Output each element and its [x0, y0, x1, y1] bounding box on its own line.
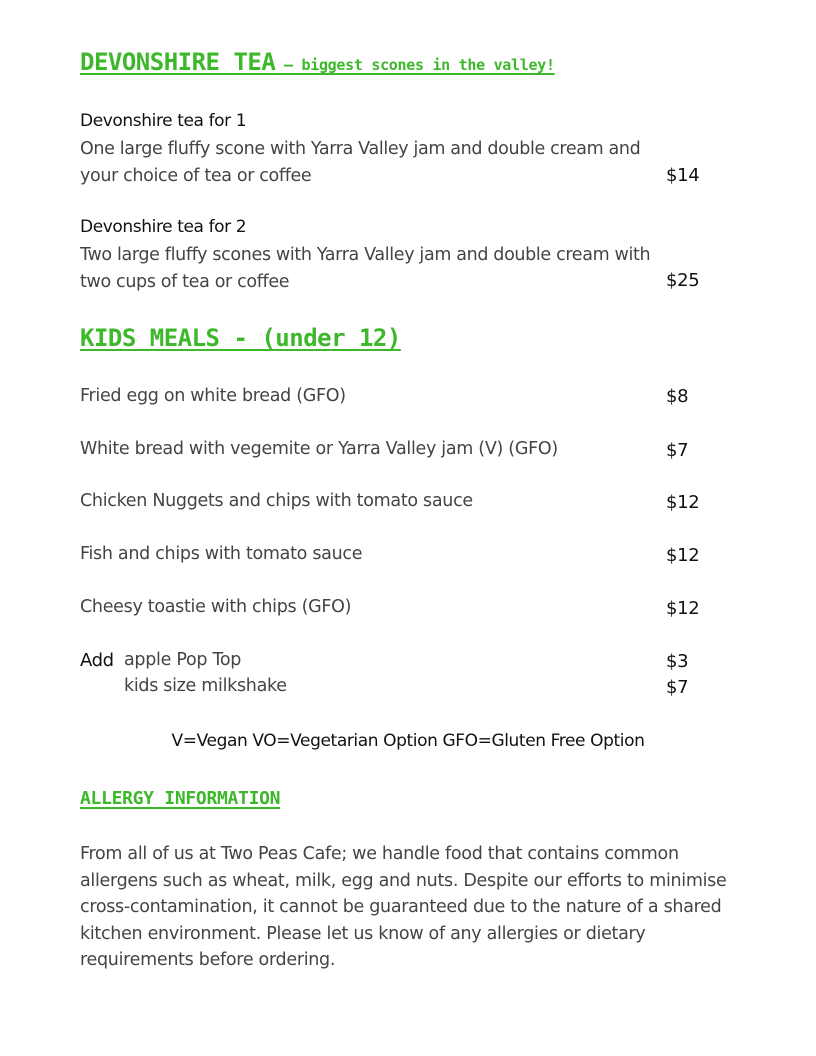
kids-item-price-1: $8 — [666, 386, 689, 407]
allergy-information-heading: ALLERGY INFORMATION — [80, 788, 281, 809]
addons-label: Add — [80, 650, 114, 671]
kids-meals-heading: KIDS MEALS - (under 12) — [80, 324, 401, 352]
addon-name-1: apple Pop Top — [124, 650, 242, 670]
devonshire-item-desc-1 — [80, 136, 640, 189]
devonshire-tea-heading — [80, 48, 555, 76]
kids-item-price-3: $12 — [666, 492, 700, 513]
devonshire-item-desc-2-line1: Two large fluffy scones with Yarra Valley jam and double cream with — [80, 245, 651, 265]
devonshire-item-desc-1-line2: your choice of tea or coffee — [80, 165, 312, 186]
allergy-information-text: From all of us at Two Peas Cafe; we handle food that contains common allergens such as wheat, milk, egg and nuts. Despite our efforts to minimise cross-contamination, it cannot be guaranteed due to the nature of a shared kitchen environment. Please let us know of any allergies or dietary requirements before ordering. — [80, 844, 727, 970]
dietary-legend: V=Vegan VO=Vegetarian Option GFO=Gluten Free Option — [171, 731, 645, 751]
kids-item-price-4: $12 — [666, 545, 700, 566]
devonshire-item-price-2: $25 — [666, 270, 700, 291]
addon-name-2: kids size milkshake — [124, 676, 287, 696]
devonshire-item-desc-2-line2: two cups of tea or coffee — [80, 271, 290, 292]
kids-item-name-5: Cheesy toastie with chips (GFO) — [80, 597, 352, 617]
devonshire-item-desc-2 — [80, 242, 650, 295]
kids-item-name-4: Fish and chips with tomato sauce — [80, 544, 363, 564]
addon-price-1: $3 — [666, 651, 689, 672]
kids-item-name-2: White bread with vegemite or Yarra Valley jam (V) (GFO) — [80, 439, 558, 459]
devonshire-item-name-1: Devonshire tea for 1 — [80, 111, 247, 131]
devonshire-tea-subtitle: – biggest scones in the valley! — [275, 56, 555, 74]
kids-item-name-3: Chicken Nuggets and chips with tomato sauce — [80, 491, 473, 511]
devonshire-item-name-2: Devonshire tea for 2 — [80, 217, 247, 237]
devonshire-item-desc-1-line1: One large fluffy scone with Yarra Valley jam and double cream and — [80, 139, 641, 159]
kids-item-name-1: Fried egg on white bread (GFO) — [80, 386, 346, 406]
devonshire-item-price-1: $14 — [666, 165, 700, 186]
kids-item-price-5: $12 — [666, 598, 700, 619]
addon-price-2: $7 — [666, 677, 689, 698]
devonshire-tea-title: DEVONSHIRE TEA — [80, 48, 276, 76]
kids-item-price-2: $7 — [666, 440, 689, 461]
